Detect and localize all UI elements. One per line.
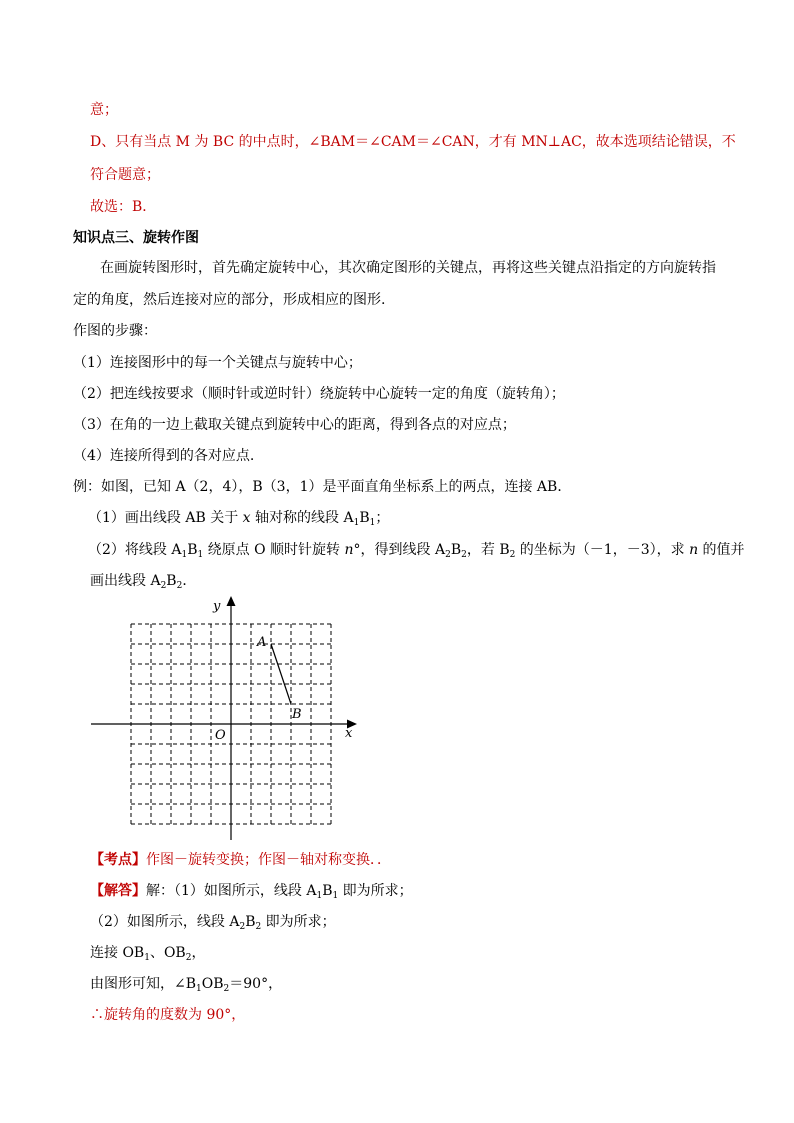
answer-line-1: 【解答】解：（1）如图所示，线段 $A_1B_1$ 即为所求；	[90, 883, 413, 901]
point-a-label: A	[257, 635, 267, 650]
segment-ab	[271, 644, 291, 704]
y-axis-label: y	[213, 599, 221, 614]
question-1: （1）画出线段 AB 关于 x 轴对称的线段 $A_1B_1$；	[88, 510, 390, 528]
exam-point-text: 作图－旋转变换；作图－轴对称变换．．	[146, 852, 391, 868]
answer-line-3: 连接 $OB_1$、$OB_2$，	[90, 945, 206, 963]
question-2-line-2: 画出线段 $A_2B_2$．	[90, 573, 197, 591]
x-axis-label: x	[345, 726, 353, 741]
answer-line-4: 由图形可知，$\angle B_1OB_2=90^\circ$，	[90, 976, 283, 994]
exam-point	[90, 850, 391, 870]
step-4: （4）连接所得到的各对应点.	[73, 448, 255, 464]
step-2: （2）把连线按要求（顺时针或逆时针）绕旋转中心旋转一定的角度（旋转角）；	[73, 386, 565, 402]
text-line-1: 意；	[90, 102, 118, 118]
text-line-3: 符合题意；	[90, 167, 160, 183]
step-3: （3）在角的一边上截取关键点到旋转中心的距离，得到各点的对应点；	[73, 417, 516, 433]
answer-line-5: ∴旋转角的度数为 90°，	[90, 1007, 246, 1023]
section-heading: 知识点三、旋转作图	[73, 230, 199, 246]
coordinate-figure	[85, 590, 365, 845]
steps-title: 作图的步骤：	[73, 323, 157, 339]
y-axis-arrow-icon	[227, 596, 236, 606]
step-1: （1）连接图形中的每一个关键点与旋转中心；	[73, 355, 362, 371]
text-line-answer: 故选：B．	[90, 199, 157, 215]
text-line-option-d: D、只有当点 M 为 BC 的中点时，∠BAM＝∠CAM＝∠CAN，才有 MN⊥AC，故本选项结论错误，不	[90, 134, 736, 150]
exam-point-tag: 【考点】	[90, 852, 146, 868]
answer-line-2: （2）如图所示，线段 $A_2B_2$ 即为所求；	[90, 914, 336, 932]
origin-label: O	[215, 728, 226, 743]
example-statement: 例：如图，已知 A（2，4），B（3，1）是平面直角坐标系上的两点，连接 AB．	[73, 479, 572, 495]
point-b-label: B	[292, 707, 302, 722]
paragraph-line-2: 定的角度，然后连接对应的部分，形成相应的图形.	[73, 292, 386, 308]
paragraph-line-1: 在画旋转图形时，首先确定旋转中心，其次确定图形的关键点，再将这些关键点沿指定的方向旋转指	[100, 260, 716, 276]
question-2-line-1: （2）将线段 $A_1B_1$ 绕原点 O 顺时针旋转 n°，得到线段 $A_2B_2$，若 $B_2$ 的坐标为（－1，－3），求 n 的值并	[88, 542, 745, 560]
answer-tag: 【解答】	[90, 883, 146, 899]
